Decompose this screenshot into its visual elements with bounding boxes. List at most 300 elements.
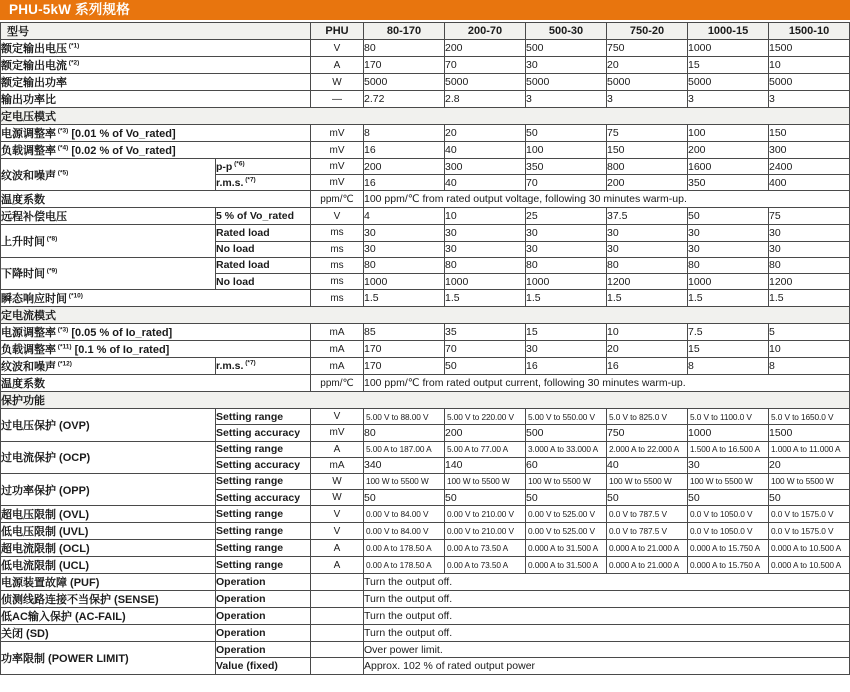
row-label: 瞬态响应时间 $^{(*10)}$ [1,290,311,307]
row-label: 上升时间 $^{(*8)}$ [1,225,216,257]
value: 0.0 V to 1575.0 V [769,506,850,523]
value: 30 [445,241,526,257]
value: 20 [607,57,688,74]
value: 200 [445,40,526,57]
value: 2400 [769,159,850,175]
value: 750 [607,425,688,441]
row-label: 负载调整率 $^{(*4)}$ [0.02 % of Vo_rated] [1,142,311,159]
spec-row [1,208,850,225]
value: 20 [445,125,526,142]
unit: V [311,523,364,540]
value: 500 [526,40,607,57]
spec-row [1,473,850,489]
value: 80 [364,257,445,273]
section-header-row [1,392,850,409]
column-header-series: PHU [311,23,364,40]
value: 10 [607,324,688,341]
spec-row [1,574,850,591]
unit: mV [311,125,364,142]
row-label: 低AC输入保护 (AC-FAIL) [1,608,216,625]
value-span: Approx. 102 % of rated output power [364,658,850,674]
row-sublabel: Setting range [216,540,311,557]
row-sublabel: Operation [216,574,311,591]
spec-row [1,74,850,91]
footnote-marker: (*12) [56,360,72,368]
value: 100 [526,142,607,159]
value: 500 [526,425,607,441]
value: 37.5 [607,208,688,225]
unit: ms [311,225,364,241]
unit: mA [311,324,364,341]
footnote-marker: (*2) [67,59,80,67]
value: 1.000 A to 11.000 A [769,441,850,457]
value: 0.00 V to 84.00 V [364,506,445,523]
spec-row [1,290,850,307]
value-span: Turn the output off. [364,591,850,608]
value: 80 [688,257,769,273]
unit: ms [311,257,364,273]
value: 50 [526,125,607,142]
unit: mA [311,358,364,375]
value: 0.0 V to 1050.0 V [688,506,769,523]
unit: W [311,473,364,489]
row-sublabel: Rated load [216,225,311,241]
value: 80 [445,257,526,273]
value: 5.00 V to 220.00 V [445,409,526,425]
value: 50 [445,490,526,506]
value: 170 [364,358,445,375]
value: 150 [769,125,850,142]
spec-row [1,225,850,241]
value: 1.5 [607,290,688,307]
unit: W [311,490,364,506]
value: 0.00 V to 210.00 V [445,523,526,540]
value: 140 [445,457,526,473]
row-label: 低电流限制 (UCL) [1,557,216,574]
value: 30 [688,241,769,257]
value: 5000 [607,74,688,91]
value: 0.000 A to 31.500 A [526,540,607,557]
value: 8 [688,358,769,375]
value: 30 [607,241,688,257]
value: 30 [526,241,607,257]
value: 8 [769,358,850,375]
value: 1.5 [688,290,769,307]
unit [311,608,364,625]
value: 1.5 [769,290,850,307]
value: 16 [607,358,688,375]
value: 7.5 [688,324,769,341]
value: 1000 [688,40,769,57]
value: 150 [607,142,688,159]
value: 400 [769,175,850,191]
value: 3 [526,91,607,108]
footnote-marker: (*8) [45,235,58,243]
value: 70 [526,175,607,191]
value: 0.0 V to 1050.0 V [688,523,769,540]
spec-row [1,191,850,208]
row-sublabel: Setting range [216,409,311,425]
value: 0.000 A to 15.750 A [688,557,769,574]
unit [311,591,364,608]
value: 30 [769,225,850,241]
value: 5000 [769,74,850,91]
value: 50 [364,490,445,506]
unit: ppm/℃ [311,191,364,208]
value: 10 [445,208,526,225]
value: 1.5 [526,290,607,307]
value: 0.0 V to 787.5 V [607,506,688,523]
spec-row [1,506,850,523]
row-label: 过功率保护 (OPP) [1,473,216,505]
row-sublabel: Setting accuracy [216,425,311,441]
value: 1000 [688,273,769,289]
value: 80 [769,257,850,273]
footnote-marker: (*7) [243,176,256,184]
value-span: Over power limit. [364,642,850,658]
value: 170 [364,341,445,358]
spec-row [1,441,850,457]
value: 70 [445,57,526,74]
value: 5.0 V to 1650.0 V [769,409,850,425]
column-header-model-6: 1500-10 [769,23,850,40]
value: 3.000 A to 33.000 A [526,441,607,457]
value: 16 [364,142,445,159]
value-span: 100 ppm/℃ from rated output current, following 30 minutes warm-up. [364,375,850,392]
value: 50 [607,490,688,506]
spec-row [1,375,850,392]
value: 50 [445,358,526,375]
row-label: 额定输出电流 $^{(*2)}$ [1,57,311,74]
row-label: 超电流限制 (OCL) [1,540,216,557]
row-sublabel: Setting accuracy [216,490,311,506]
unit: A [311,441,364,457]
value: 50 [688,208,769,225]
unit [311,574,364,591]
value: 50 [526,490,607,506]
footnote-marker: (*10) [67,292,83,300]
unit: A [311,540,364,557]
value: 0.00 A to 73.50 A [445,557,526,574]
unit: ms [311,290,364,307]
value: 30 [526,57,607,74]
row-sublabel: Operation [216,625,311,642]
value: 1600 [688,159,769,175]
value: 30 [769,241,850,257]
value: 5.00 A to 187.00 A [364,441,445,457]
column-header-model-5: 1000-15 [688,23,769,40]
value: 2.8 [445,91,526,108]
value: 0.000 A to 21.000 A [607,557,688,574]
row-sublabel: No load [216,273,311,289]
value: 0.0 V to 787.5 V [607,523,688,540]
unit: V [311,409,364,425]
value: 5.00 V to 550.00 V [526,409,607,425]
value: 1200 [607,273,688,289]
footnote-marker: (*9) [45,267,58,275]
spec-row [1,341,850,358]
value: 80 [607,257,688,273]
value: 3 [688,91,769,108]
footnote-marker: (*6) [232,160,245,168]
spec-row [1,523,850,540]
row-sublabel: Setting range [216,557,311,574]
value: 15 [688,341,769,358]
spec-row [1,540,850,557]
row-label: 超电压限制 (OVL) [1,506,216,523]
spec-row [1,557,850,574]
unit: mA [311,457,364,473]
section-title: 定电压模式 [1,108,850,125]
column-header-model-4: 750-20 [607,23,688,40]
row-label: 下降时间 $^{(*9)}$ [1,257,216,289]
row-sublabel: Operation [216,608,311,625]
value: 4 [364,208,445,225]
value: 100 W to 5500 W [526,473,607,489]
unit: mV [311,159,364,175]
row-sublabel: 5 % of Vo_rated [216,208,311,225]
unit [311,625,364,642]
row-label: 关闭 (SD) [1,625,216,642]
unit: A [311,57,364,74]
value: 5000 [688,74,769,91]
value-span: Turn the output off. [364,625,850,642]
value: 1000 [445,273,526,289]
value: 25 [526,208,607,225]
spec-row [1,40,850,57]
row-sublabel: Operation [216,642,311,658]
row-label: 低电压限制 (UVL) [1,523,216,540]
value: 2.72 [364,91,445,108]
value: 30 [526,341,607,358]
unit: V [311,506,364,523]
unit: W [311,74,364,91]
footnote-marker: (*7) [243,359,256,367]
footnote-marker: (*1) [67,42,80,50]
value: 340 [364,457,445,473]
value: 100 W to 5500 W [769,473,850,489]
footnote-marker: (*3) [56,326,69,334]
row-label: 额定输出电压 $^{(*1)}$ [1,40,311,57]
row-label: 侦测线路连接不当保护 (SENSE) [1,591,216,608]
value: 15 [526,324,607,341]
row-label: 额定输出功率 [1,74,311,91]
value: 0.00 V to 210.00 V [445,506,526,523]
value: 100 W to 5500 W [688,473,769,489]
footnote-marker: (*4) [56,144,69,152]
column-header-model-1: 80-170 [364,23,445,40]
value: 8 [364,125,445,142]
value: 50 [769,490,850,506]
spec-row [1,91,850,108]
value: 16 [526,358,607,375]
section-header-row [1,307,850,324]
spec-row [1,608,850,625]
row-sublabel: r.m.s. $^{(*7)}$ [216,175,311,191]
value: 800 [607,159,688,175]
row-sublabel: Rated load [216,257,311,273]
unit: mV [311,142,364,159]
row-label: 电源调整率 $^{(*3)}$ [0.05 % of Io_rated] [1,324,311,341]
section-title: 保护功能 [1,392,850,409]
value: 5000 [364,74,445,91]
value: 1200 [769,273,850,289]
row-sublabel: Value (fixed) [216,658,311,674]
row-sublabel: Setting range [216,523,311,540]
spec-row [1,642,850,658]
value: 3 [607,91,688,108]
value: 10 [769,57,850,74]
value: 100 [688,125,769,142]
value-span: Turn the output off. [364,608,850,625]
unit: A [311,557,364,574]
value: 5 [769,324,850,341]
value: 85 [364,324,445,341]
value-span: 100 ppm/℃ from rated output voltage, following 30 minutes warm-up. [364,191,850,208]
row-sublabel: Setting accuracy [216,457,311,473]
value: 0.00 V to 525.00 V [526,523,607,540]
value: 40 [607,457,688,473]
value: 75 [607,125,688,142]
row-label: 负载调整率 $^{(*11)}$ [0.1 % of Io_rated] [1,341,311,358]
column-header-model: 型号 [1,23,311,40]
unit: V [311,208,364,225]
unit [311,642,364,658]
value: 5000 [526,74,607,91]
value: 0.00 A to 73.50 A [445,540,526,557]
section-title: 定电流模式 [1,307,850,324]
value: 0.00 A to 178.50 A [364,557,445,574]
value: 80 [526,257,607,273]
spec-row [1,159,850,175]
value: 5.0 V to 825.0 V [607,409,688,425]
unit: ms [311,273,364,289]
value: 30 [445,225,526,241]
value: 0.00 V to 84.00 V [364,523,445,540]
value: 40 [445,142,526,159]
value: 750 [607,40,688,57]
spec-row [1,57,850,74]
value: 200 [364,159,445,175]
unit: mV [311,425,364,441]
value: 10 [769,341,850,358]
row-label: 电源调整率 $^{(*3)}$ [0.01 % of Vo_rated] [1,125,311,142]
value: 70 [445,341,526,358]
value: 30 [364,225,445,241]
value: 15 [688,57,769,74]
value: 200 [445,425,526,441]
value: 300 [769,142,850,159]
row-sublabel: Setting range [216,441,311,457]
footnote-marker: (*11) [56,343,72,351]
unit [311,658,364,674]
spec-row [1,591,850,608]
section-header-row [1,108,850,125]
row-sublabel: r.m.s. $^{(*7)}$ [216,358,311,375]
value: 1000 [364,273,445,289]
value: 16 [364,175,445,191]
value: 170 [364,57,445,74]
value: 80 [364,40,445,57]
unit: — [311,91,364,108]
value: 80 [364,425,445,441]
spec-table [0,22,850,675]
value: 1000 [526,273,607,289]
value: 200 [607,175,688,191]
row-sublabel: No load [216,241,311,257]
value: 100 W to 5500 W [445,473,526,489]
value: 100 W to 5500 W [364,473,445,489]
value: 35 [445,324,526,341]
row-label: 输出功率比 [1,91,311,108]
value: 1000 [688,425,769,441]
value: 0.000 A to 10.500 A [769,557,850,574]
row-label: 过电压保护 (OVP) [1,409,216,441]
spec-row [1,257,850,273]
value: 20 [607,341,688,358]
spec-row [1,358,850,375]
unit: V [311,40,364,57]
value: 30 [364,241,445,257]
spec-table-body [1,40,850,675]
value: 1.5 [445,290,526,307]
footnote-marker: (*3) [56,127,69,135]
value: 350 [526,159,607,175]
value: 75 [769,208,850,225]
value: 1.500 A to 16.500 A [688,441,769,457]
row-sublabel: Operation [216,591,311,608]
row-label: 过电流保护 (OCP) [1,441,216,473]
value: 1500 [769,40,850,57]
spec-row [1,324,850,341]
value: 300 [445,159,526,175]
value: 100 W to 5500 W [607,473,688,489]
footnote-marker: (*5) [56,169,69,177]
value: 20 [769,457,850,473]
unit: ppm/℃ [311,375,364,392]
value: 200 [688,142,769,159]
value: 5000 [445,74,526,91]
unit: ms [311,241,364,257]
row-label: 纹波和噪声 $^{(*5)}$ [1,159,216,191]
row-sublabel: Setting range [216,506,311,523]
value: 5.00 A to 77.00 A [445,441,526,457]
value: 1.5 [364,290,445,307]
value: 0.000 A to 15.750 A [688,540,769,557]
value: 5.00 V to 88.00 V [364,409,445,425]
row-label: 功率限制 (POWER LIMIT) [1,642,216,674]
value: 0.00 V to 525.00 V [526,506,607,523]
value: 0.000 A to 31.500 A [526,557,607,574]
value: 30 [688,457,769,473]
value: 350 [688,175,769,191]
column-header-model-2: 200-70 [445,23,526,40]
value: 2.000 A to 22.000 A [607,441,688,457]
row-sublabel: Setting range [216,473,311,489]
column-header-model-3: 500-30 [526,23,607,40]
row-label: 温度系数 [1,191,311,208]
value: 50 [688,490,769,506]
spec-row [1,409,850,425]
row-sublabel: p-p $^{(*6)}$ [216,159,311,175]
value: 0.00 A to 178.50 A [364,540,445,557]
row-label: 远程补偿电压 [1,208,216,225]
row-label: 电源装置故障 (PUF) [1,574,216,591]
value: 3 [769,91,850,108]
value: 1500 [769,425,850,441]
value: 0.000 A to 10.500 A [769,540,850,557]
value: 5.0 V to 1100.0 V [688,409,769,425]
